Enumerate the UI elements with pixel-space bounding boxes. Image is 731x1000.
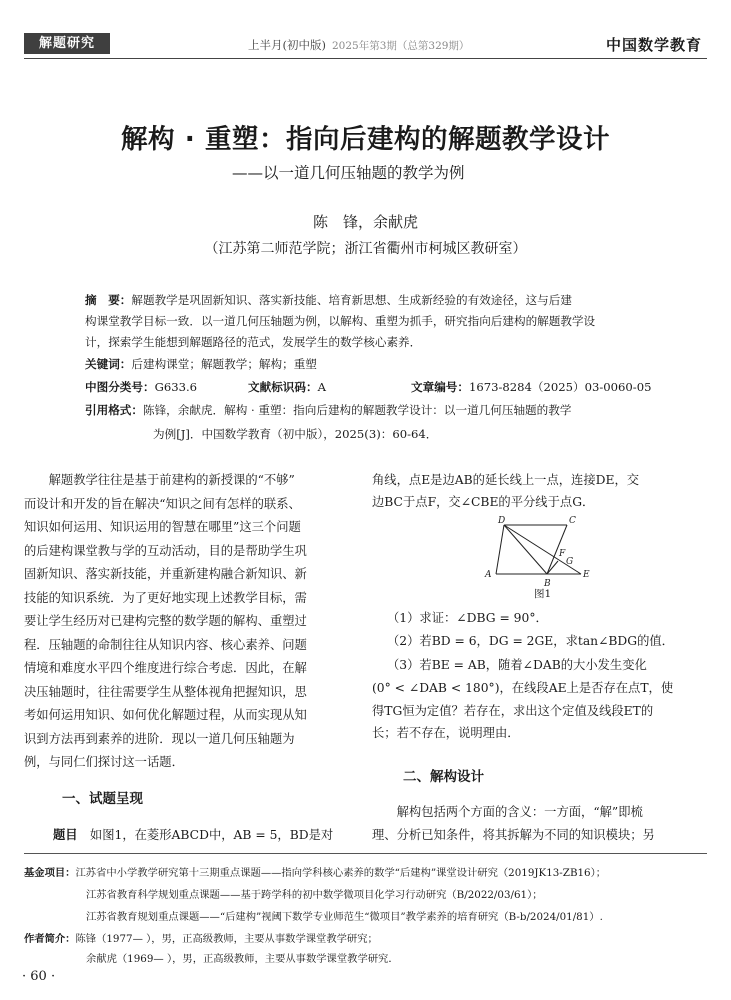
problem-start: 如图1，在菱形ABCD中，AB = 5，BD是对: [89, 828, 334, 842]
article-no-line: [411, 377, 651, 398]
citation-line-2: 为例[J]．中国数学教育（初中版），2025(3)：60-64．: [153, 427, 438, 441]
keywords-line: [85, 354, 317, 375]
question-3-line-1: （3）若BE = AB，随着∠DAB的大小发生变化: [387, 658, 647, 672]
abstract-line-1: [85, 290, 572, 311]
keywords: 后建构课堂；解题教学；解构；重塑: [131, 357, 317, 371]
article-title: 解构 · 重塑：指向后建构的解题教学设计: [120, 124, 611, 155]
point-label-a: A: [485, 570, 492, 580]
author-bio-line-2: 余献虎（1969— ），男，正高级教师，主要从事数学课堂教学研究．: [86, 953, 399, 965]
doc-code-label: 文献标识码：: [248, 380, 318, 394]
citation-line-1: [85, 400, 571, 421]
article-affiliation: （江苏第二师范学院；浙江省衢州市柯城区教研室）: [204, 241, 527, 257]
column-tag: 解题研究: [24, 33, 110, 54]
abstract-line-2: 构课堂教学目标一致．以一道几何压轴题为例，以解构、重塑为抓手，研究指向后建构的解题教学设: [85, 314, 596, 328]
clc-line: [85, 377, 197, 398]
point-label-f: F: [559, 549, 566, 559]
left-column-line: 决压轴题时，往往需要学生从整体视角把握知识，思: [24, 684, 307, 699]
section2-heading: 二、解构设计: [403, 769, 484, 785]
citation-label: 引用格式：: [85, 403, 143, 417]
author-bio-line-1: [24, 930, 378, 948]
fund-label: 基金项目：: [24, 867, 76, 879]
left-column-paragraph: [24, 470, 359, 776]
issue-info: [248, 37, 469, 53]
figure-caption: 图1: [534, 588, 552, 600]
problem-cont-2: 边BC于点F，交∠CBE的平分线于点G．: [372, 495, 595, 509]
point-label-d: D: [498, 516, 506, 526]
article-no-label: 文章编号：: [411, 380, 469, 394]
author-bio-text-1: 陈锋（1977— ），男，正高级教师，主要从事数学课堂教学研究；: [75, 933, 378, 945]
keywords-label: 关键词：: [85, 357, 132, 371]
abstract-line-3: 计，探索学生能想到解题路径的范式，发展学生的数学核心素养．: [85, 335, 422, 349]
clc-label: 中图分类号：: [85, 380, 155, 394]
fund-line-1: [24, 864, 606, 882]
left-column-line: 固新知识、落实新技能，并重新建构融合新知识、新: [24, 567, 307, 581]
point-label-c: C: [569, 516, 576, 526]
problem-label: 题目: [53, 828, 78, 842]
left-column-line: 知识如何运用、知识运用的智慧在哪里”这三个问题: [24, 520, 301, 534]
left-column-line: 的后建构课堂教与学的互动活动，目的是帮助学生巩: [24, 543, 307, 558]
section2-line-2: 理、分析已知条件，将其拆解为不同的知识模块；另: [372, 828, 655, 842]
journal-name: 中国数学教育: [606, 36, 703, 54]
left-column-line: 解题教学往往是基于前建构的新授课的“不够”: [24, 473, 295, 487]
abstract-label: 摘 要：: [85, 293, 132, 307]
question-2: （2）若BD = 6，DG = 2GE，求tan∠BDG的值．: [387, 634, 674, 648]
question-1: （1）求证：∠DBG = 90°．: [387, 611, 548, 625]
footnote-rule: [24, 853, 707, 854]
doc-code-line: [248, 377, 326, 398]
doc-code: A: [317, 380, 326, 394]
left-column-line: 例，与同仁们探讨这一话题．: [24, 755, 184, 769]
issue-main: 上半月(初中版): [248, 38, 326, 52]
point-label-b: B: [544, 579, 551, 589]
segment-da: [496, 525, 504, 574]
fund-line-2: 江苏省教育科学规划重点课题——基于跨学科的初中数学微项目化学习行动研究（B/2022/03/61）；: [86, 889, 543, 901]
segment-bg: [547, 561, 558, 574]
left-column-line: 技能的知识系统．为了更好地实现上述教学目标，需: [24, 590, 307, 605]
left-column-line: 而设计和开发的旨在解决“知识之间有怎样的联系、: [24, 496, 301, 511]
point-label-g: G: [566, 557, 574, 567]
section1-heading: 一、试题呈现: [62, 791, 143, 807]
segment-db: [504, 525, 547, 574]
question-3-line-2: (0° < ∠DAB < 180°)，在线段AE上是否存在点T，使: [372, 681, 674, 695]
citation-text-1: 陈锋，余献虎．解构 · 重塑：指向后建构的解题教学设计：以一道几何压轴题的教学: [142, 403, 572, 417]
fund-line-3: 江苏省教育规划重点课题——“后建构”视阈下数学专业师范生“微项目”教学素养的培育研究（B-b/2024/01/81）.: [86, 911, 603, 923]
article-subtitle: ——以一道几何压轴题的教学为例: [232, 164, 465, 182]
problem-cont-1: 角线，点E是边AB的延长线上一点，连接DE，交: [372, 473, 640, 487]
point-label-e: E: [583, 570, 590, 580]
section2-line-1: 解构包括两个方面的含义：一方面，“解”即梳: [372, 805, 643, 819]
figure-1-rhombus-diagram: [480, 514, 600, 592]
abstract-text-1: 解题教学是巩固新知识、落实新技能、培育新思想、生成新经验的有效途径，这与后建: [131, 293, 572, 307]
left-column-line: 情境和难度水平四个维度进行综合考虑．因此，在解: [24, 661, 307, 675]
left-column-line: 考如何运用知识、如何优化解题过程，从而实现从知: [24, 708, 307, 722]
left-column-line: 要让学生经历对已建构完整的数学题的解构、重塑过: [24, 614, 307, 628]
author-bio-label: 作者简介：: [24, 933, 76, 945]
left-column-line: 识到方法再到素养的进阶．现以一道几何压轴题为: [24, 731, 295, 746]
problem-start-line: [53, 825, 333, 845]
fund-text-1: 江苏省中小学教学研究第十三期重点课题——指向学科核心素养的数学“后建构”课堂设计研究（2019JK13-ZB16）；: [75, 867, 607, 879]
question-3-line-4: 长；若不存在，说明理由．: [372, 726, 520, 740]
article-authors: 陈 锋，余献虎: [312, 213, 418, 231]
page-number: · 60 ·: [22, 969, 56, 984]
clc-code: G633.6: [154, 380, 198, 394]
article-no: 1673-8284（2025）03-0060-05: [468, 380, 652, 394]
issue-sub: 2025年第3期（总第329期）: [331, 40, 470, 52]
left-column-line: 程．压轴题的命制往往从知识内容、核心素养、问题: [24, 637, 307, 652]
header-rule: [24, 58, 707, 59]
question-3-line-3: 得TG恒为定值？若存在，求出这个定值及线段ET的: [372, 704, 654, 718]
